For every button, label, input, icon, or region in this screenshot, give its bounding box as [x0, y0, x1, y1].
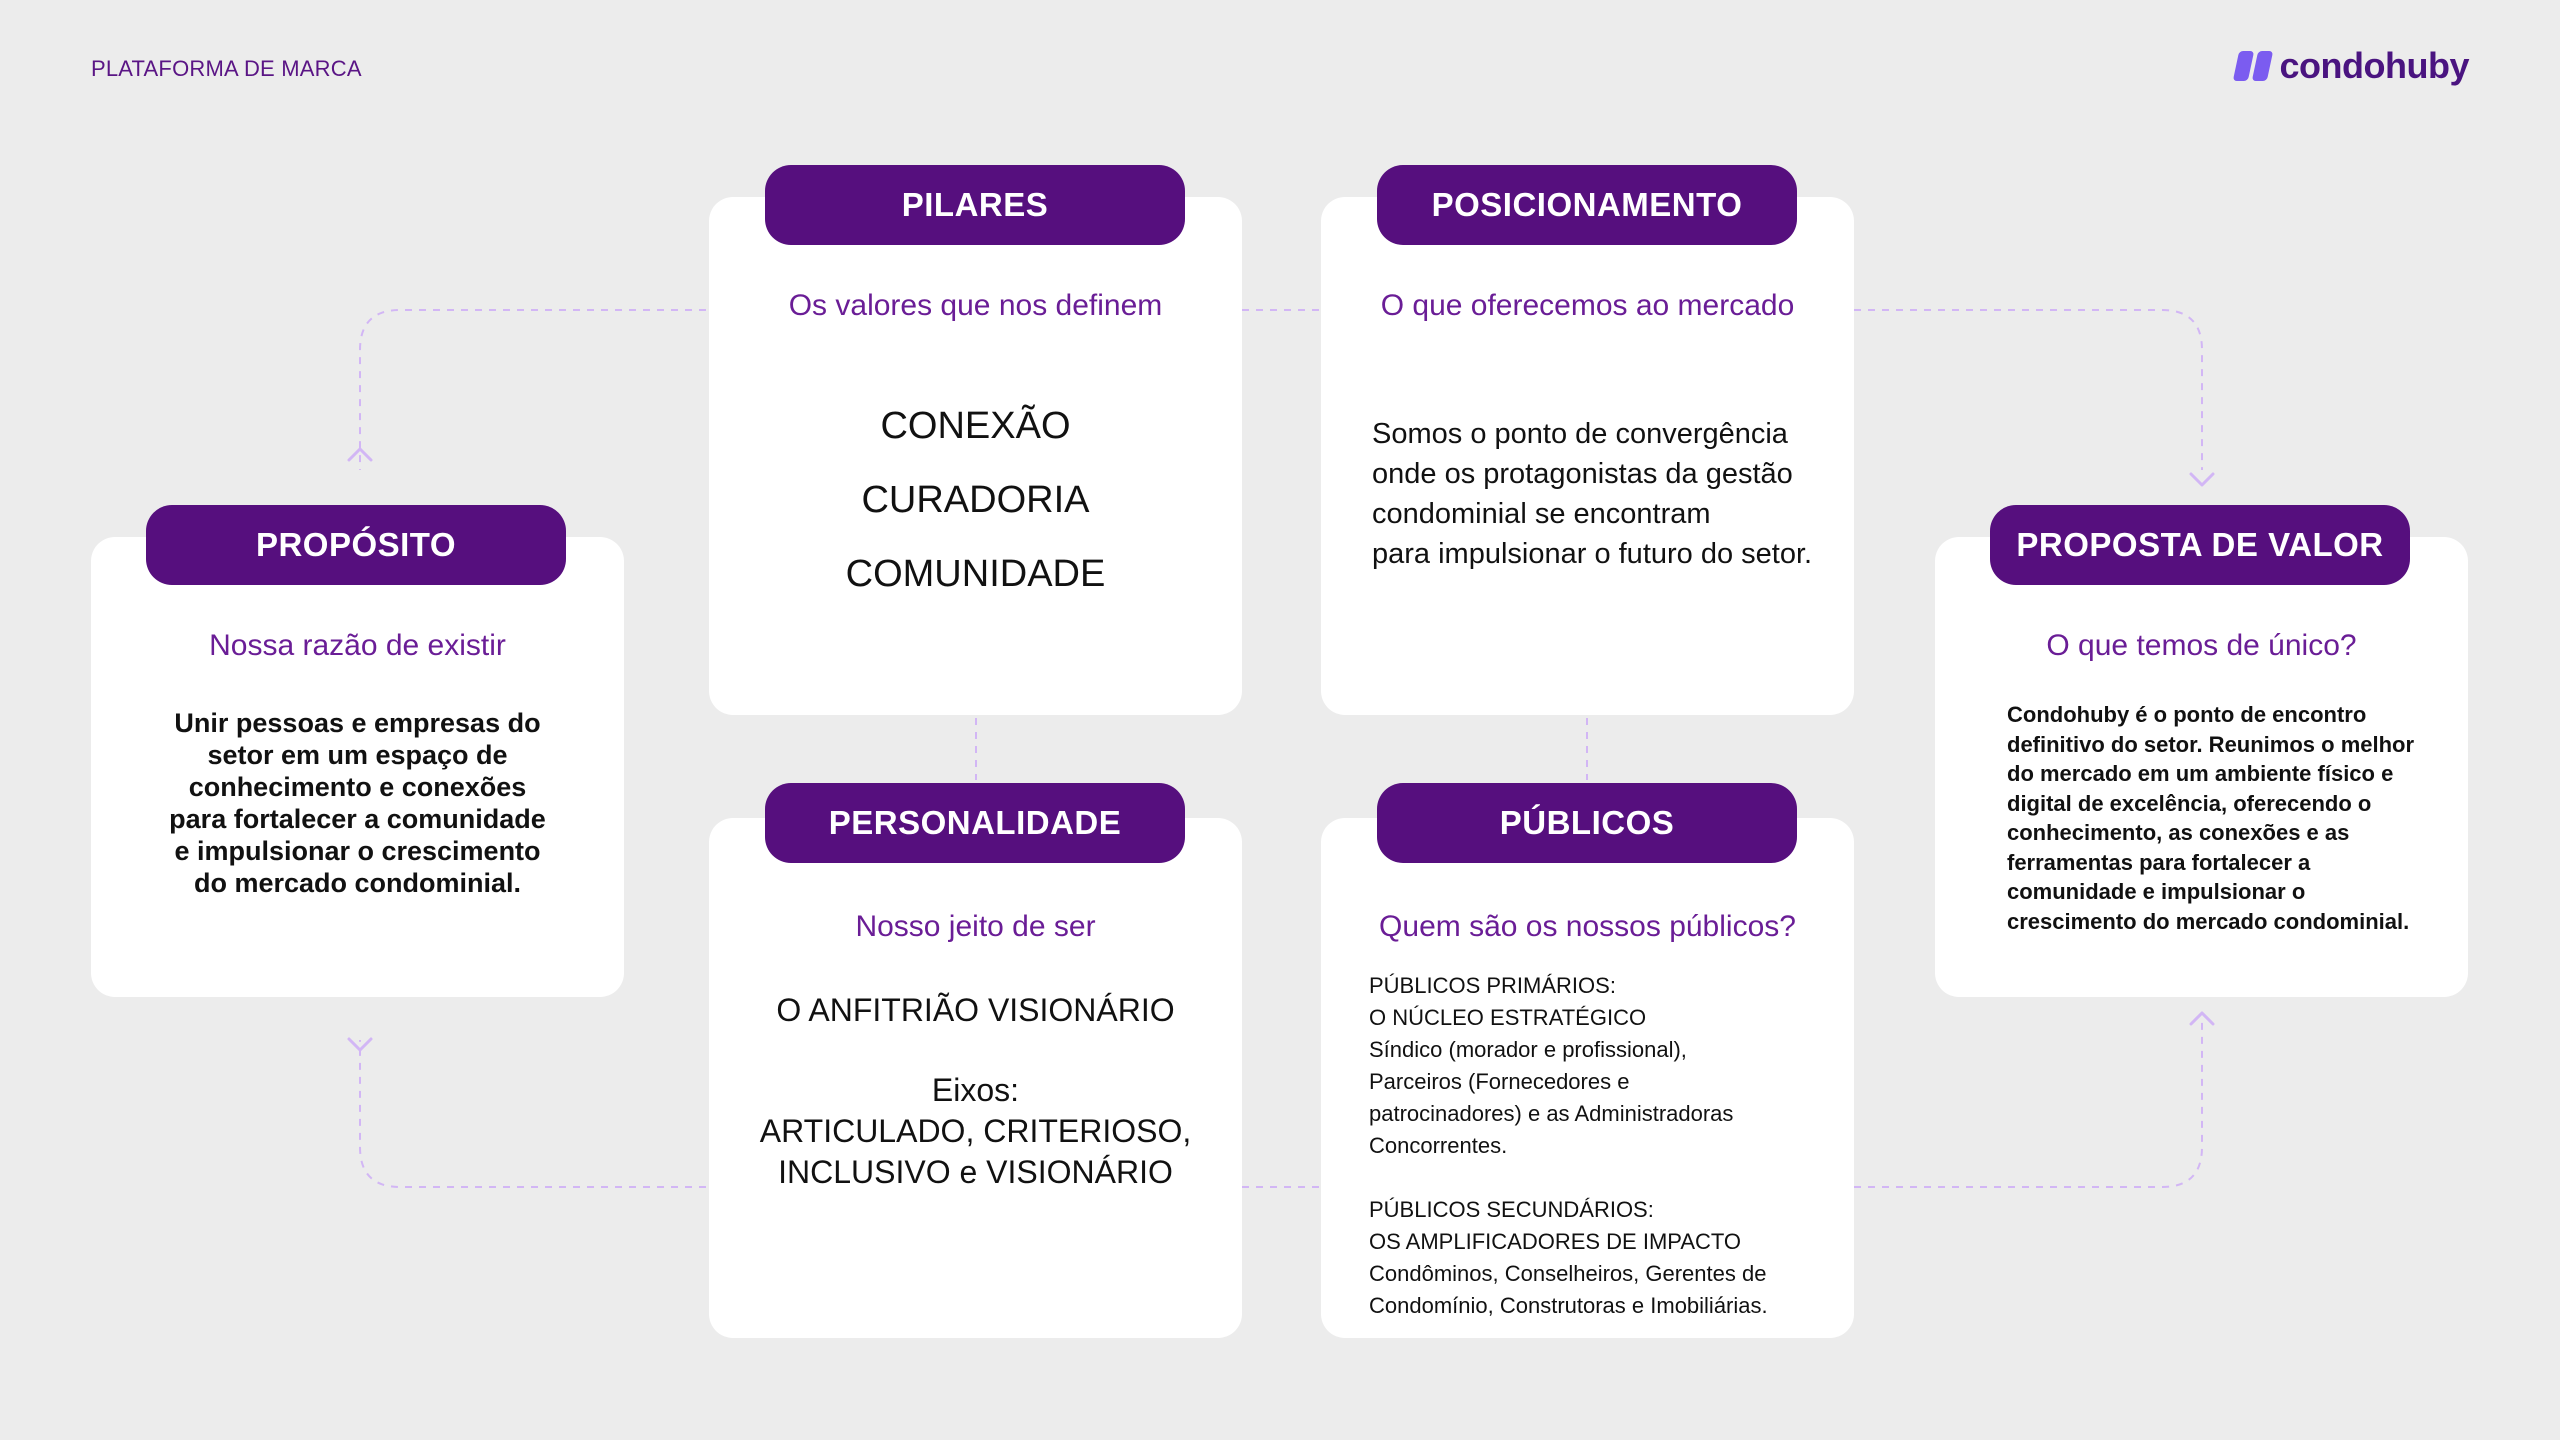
card-posicionamento: [1321, 197, 1854, 715]
axes-label: Eixos:: [931, 1072, 1020, 1108]
connector-proposito-pilares: [360, 310, 706, 470]
body-line: crescimento do mercado condominial.: [2007, 908, 2410, 934]
axes-line: INCLUSIVO e VISIONÁRIO: [778, 1154, 1173, 1190]
body-line: Condohuby é o ponto de encontro: [2007, 702, 2367, 727]
title-pill-pilares: PILARES: [765, 165, 1185, 245]
title-pill-proposta-de-valor: PROPOSTA DE VALOR: [1990, 505, 2410, 585]
audience-line: Condôminos, Conselheiros, Gerentes de: [1369, 1261, 1767, 1286]
card-subtitle: Quem são os nossos públicos?: [1379, 910, 1796, 943]
audience-line: Parceiros (Fornecedores e: [1369, 1069, 1630, 1094]
body-line: setor em um espaço de: [207, 740, 508, 770]
card-subtitle: O que oferecemos ao mercado: [1380, 289, 1795, 322]
card-publicos: [1321, 818, 1854, 1338]
chevron-up-icon: [2191, 1013, 2213, 1024]
primary-audiences: [1369, 970, 1733, 1162]
body-line: do mercado condominial.: [193, 868, 522, 898]
connector-personalidade-proposito: [360, 1040, 706, 1187]
body-line: Somos o ponto de convergência: [1372, 418, 1788, 450]
card-body: [91, 707, 624, 899]
audience-line: PÚBLICOS SECUNDÁRIOS:: [1369, 1197, 1654, 1222]
pillar-list: [709, 389, 1242, 611]
audience-line: O NÚCLEO ESTRATÉGICO: [1369, 1005, 1647, 1030]
archetype-text: O ANFITRIÃO VISIONÁRIO: [776, 992, 1175, 1028]
connector-posicionamento-proposta: [1854, 310, 2202, 470]
title-pill-posicionamento: POSICIONAMENTO: [1377, 165, 1797, 245]
connector-publicos-proposta: [1854, 1020, 2202, 1187]
card-proposta-de-valor: [1935, 537, 2468, 997]
body-line: comunidade e impulsionar o: [2007, 879, 2306, 904]
body-line: ferramentas para fortalecer a: [2007, 849, 2311, 875]
secondary-audiences: [1369, 1194, 1768, 1322]
pillar-item: CURADORIA: [861, 479, 1090, 521]
axes-block: [709, 1070, 1242, 1193]
body-line: definitivo do setor. Reunimos o melhor: [2007, 731, 2415, 757]
body-line: conhecimento, as conexões e as: [2007, 820, 2350, 845]
title-pill-personalidade: PERSONALIDADE: [765, 783, 1185, 863]
body-line: do mercado em um ambiente físico e: [2007, 761, 2394, 786]
pillar-item: COMUNIDADE: [845, 553, 1106, 595]
body-line: onde os protagonistas da gestão: [1372, 458, 1793, 490]
body-line: para fortalecer a comunidade: [169, 804, 546, 834]
audience-line: patrocinadores) e as Administradoras: [1369, 1101, 1734, 1126]
audience-line: OS AMPLIFICADORES DE IMPACTO: [1369, 1229, 1742, 1254]
body-line: Unir pessoas e empresas do: [174, 708, 541, 738]
card-body: [1372, 414, 1812, 574]
body-line: e impulsionar o crescimento: [174, 836, 541, 866]
card-subtitle: Os valores que nos definem: [788, 289, 1163, 322]
body-line: condominial se encontram: [1372, 498, 1711, 530]
card-subtitle: Nosso jeito de ser: [855, 910, 1096, 943]
title-pill-publicos: PÚBLICOS: [1377, 783, 1797, 863]
axes-line: ARTICULADO, CRITERIOSO,: [759, 1113, 1192, 1149]
body-line: digital de excelência, oferecendo o: [2007, 790, 2372, 816]
audience-line: Concorrentes.: [1369, 1133, 1508, 1158]
body-line: para impulsionar o futuro do setor.: [1372, 538, 1813, 570]
card-body: [2007, 700, 2414, 936]
card-subtitle: O que temos de único?: [2046, 629, 2357, 662]
pillar-item: CONEXÃO: [880, 405, 1071, 447]
audience-line: Síndico (morador e profissional),: [1369, 1037, 1687, 1062]
card-personalidade: [709, 818, 1242, 1338]
page-header-label: PLATAFORMA DE MARCA: [91, 56, 362, 81]
chevron-down-icon: [2191, 474, 2213, 485]
card-proposito: [91, 537, 624, 997]
brand-logo-text: condohuby: [2279, 45, 2469, 86]
title-pill-proposito: PROPÓSITO: [146, 505, 566, 585]
audience-line: Condomínio, Construtoras e Imobiliárias.: [1369, 1293, 1768, 1318]
audience-line: PÚBLICOS PRIMÁRIOS:: [1369, 973, 1616, 998]
body-line: conhecimento e conexões: [188, 772, 527, 802]
card-subtitle: Nossa razão de existir: [209, 629, 506, 662]
card-pilares: [709, 197, 1242, 715]
